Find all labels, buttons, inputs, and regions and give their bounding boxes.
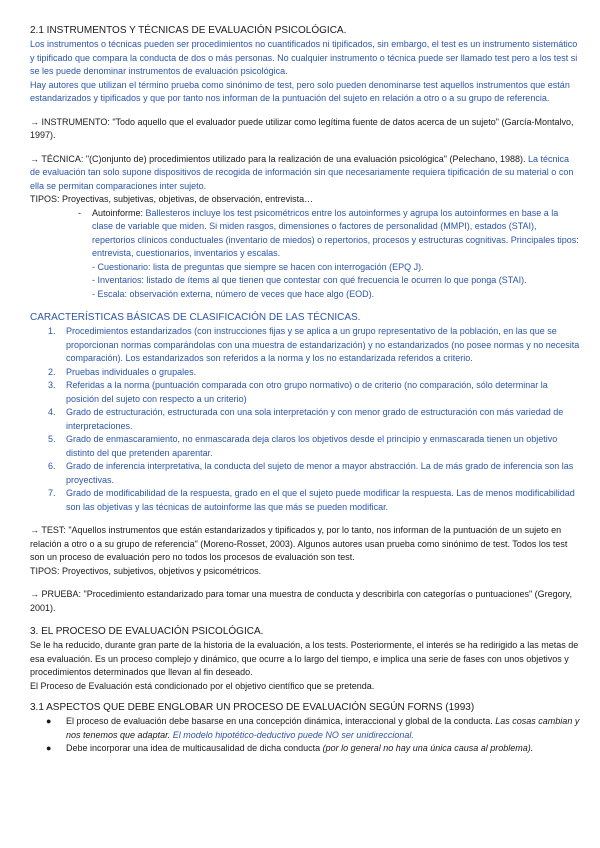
instrumento-definition: → INSTRUMENTO: "Todo aquello que el evaluador puede utilizar como legítima fuente de datos acerca de un sujeto" (García-Montalvo, 1997).	[30, 116, 574, 140]
autoinforme-label: Autoinforme:	[92, 207, 144, 218]
test-tipos: TIPOS: Proyectivos, subjetivos, objetivos y psicométricos.	[30, 565, 262, 576]
caracteristicas-title: CARACTERÍSTICAS BÁSICAS DE CLASIFICACIÓN DE LAS TÉCNICAS.	[30, 312, 361, 323]
tecnica-explanation: La técnica de evaluación tan solo supone dispositivos de recogida de información sin que necesariamente requiera tipificación de su material o con ella se permitan comparaciones inter sujeto.	[30, 153, 574, 191]
list-item: ● Debe incorporar una idea de multicausalidad de dicha conducta (por lo general no hay una única causa al problema).	[30, 742, 580, 756]
list-item: 3. Referidas a la norma (puntuación comparada con otro grupo normativo) o de criterio (no comparación, sólo determinar la posición del sujeto con respecto a un criterio)	[48, 380, 548, 404]
prueba-definition: → PRUEBA: "Procedimiento estandarizado para tomar una muestra de conducta y describirla con categorías o puntuaciones" (Gregory, 2001).	[30, 589, 572, 613]
section-2-1-paragraph-1: Los instrumentos o técnicas pueden ser procedimientos no cuantificados ni tipificados, sin embargo, el test es un instrumento sistemático y tipificado que compara la conducta de dos o más personas. No cualquier instrumento o técnica puede ser llamado test pero a los test si se les puede denominar instrumentos de evaluación psicológica.	[30, 39, 578, 76]
bullet-icon: ●	[46, 716, 52, 726]
bullet-icon: ●	[46, 743, 52, 753]
tecnica-paragraph	[30, 153, 580, 194]
section-3-title: 3. EL PROCESO DE EVALUACIÓN PSICOLÓGICA.	[30, 626, 264, 637]
list-item: 2. Pruebas individuales o grupales.	[48, 366, 197, 377]
list-item: ● El proceso de evaluación debe basarse en una concepción dinámica, interaccional y global de la conducta. Las cosas cambian y nos tenemos que adaptar. El modelo hipotético-deductivo puede NO ser unidireccional.	[46, 716, 580, 740]
autoinforme-sub-cuestionario: - Cuestionario: lista de preguntas que siempre se hacen con interrogación (EPQ J).	[92, 261, 424, 272]
section-2-1-title: 2.1 INSTRUMENTOS Y TÉCNICAS DE EVALUACIÓN PSICOLÓGICA.	[30, 25, 347, 36]
section-3-paragraph-2: El Proceso de Evaluación está condicionado por el objetivo científico que se pretenda.	[30, 680, 375, 691]
list-item: 1. Procedimientos estandarizados (con instrucciones fijas y se aplica a un grupo representativo de la población, en las que se proporcionan normas comparándolas con una muestra de estandarización) y no estandarizados (no posee normas y no necesita comparación). Los estandarizados son referidos a la norma y los no estandarizada referidos a criterio.	[48, 326, 580, 363]
autoinforme-sub-inventarios: - Inventarios: listado de ítems al que tienen que contestar con qué frecuencia le ocurren lo que ponga (STAI).	[92, 275, 527, 285]
section-2-1-paragraph-2: Hay autores que utilizan el término prueba como sinónimo de test, pero solo pueden denominarse test aquellos instrumentos que están estandarizados y tipificados y que por tanto nos informan de la puntuación del sujeto en relación a otro o a su grupo de referencia.	[30, 79, 570, 103]
tecnica-definition: → TÉCNICA: "(C)onjunto de) procedimientos utilizado para la realización de una evaluación psicológica" (Pelechano, 1988).	[30, 153, 526, 164]
caracteristicas-list	[30, 325, 580, 514]
test-definition: → TEST: "Aquellos instrumentos que están estandarizados y tipificados y, por lo tanto, nos informan de la puntuación de un sujeto en relación a otro o a su grupo de referencia" (Moreno-Rosset, 2003). Algunos autores usan prueba como sinónimo de test. Todos los test son un proceso de evaluación pero no todos los procesos de evaluación son test.	[30, 525, 568, 562]
list-item: 5. Grado de enmascaramiento, no enmascarada deja claros los objetivos desde el principio y enmascarada tienen un objetivo distinto del que pretenden aparentar.	[48, 434, 558, 458]
list-item: 6. Grado de inferencia interpretativa, la conducta del sujeto de menor a mayor abstracción. La de más grado de inferencia son las proyectivas.	[48, 461, 574, 485]
forns-aspects-list	[30, 715, 580, 756]
autoinforme-item: - Autoinforme: Ballesteros incluye los test psicométricos entre los autoinformes y agrupa los autoinformes en base a la clase de variable que miden. Si miden rasgos, dimensiones o factores de personalidad (MMPI), estados (STAI), repertorios clínicos conductuales (inventario de miedos) o repertorios, procesos y estructuras cognitivas. Principales tipos: entrevista, cuestionarios, inventarios y escalas.	[78, 207, 579, 258]
list-item: 7. Grado de modificabilidad de la respuesta, grado en el que el sujeto puede modificar la respuesta. Las de menos modificabilidad son las objetivas y las técnicas de autoinforme las que más se pueden modificar.	[48, 488, 575, 512]
autoinforme-sub-escala: - Escala: observación externa, número de veces que hace algo (EOD).	[92, 288, 375, 299]
autoinforme-text: Ballesteros incluye los test psicométricos entre los autoinformes y agrupa los autoinformes en base a la clase de variable que miden. Si miden rasgos, dimensiones o factores de personalidad (MMPI), estados (STAI), repertorios clínicos conductuales (inventario de miedos) o repertorios, procesos y estructuras cognitivas. Principales tipos: entrevista, cuestionarios, inventarios y escalas.	[92, 207, 579, 258]
list-item: 4. Grado de estructuración, estructurada con una sola interpretación y con menor grado de estructuración con más variedad de interpretaciones.	[48, 407, 564, 431]
tecnica-tipos: TIPOS: Proyectivas, subjetivas, objetivas, de observación, entrevista…	[30, 194, 314, 204]
section-3-paragraph-1: Se le ha reducido, durante gran parte de la historia de la evaluación, a los tests. Posteriormente, el interés se ha redirigido a las metas de esa evaluación. Es un proceso complejo y dinámico, que ocurre a lo largo del tiempo, e implica una serie de fases con unos objetivos y procedimientos determinados que llevan al fin deseado.	[30, 640, 579, 677]
section-3-1-title: 3.1 ASPECTOS QUE DEBE ENGLOBAR UN PROCESO DE EVALUACIÓN SEGÚN FORNS (1993)	[30, 702, 475, 713]
